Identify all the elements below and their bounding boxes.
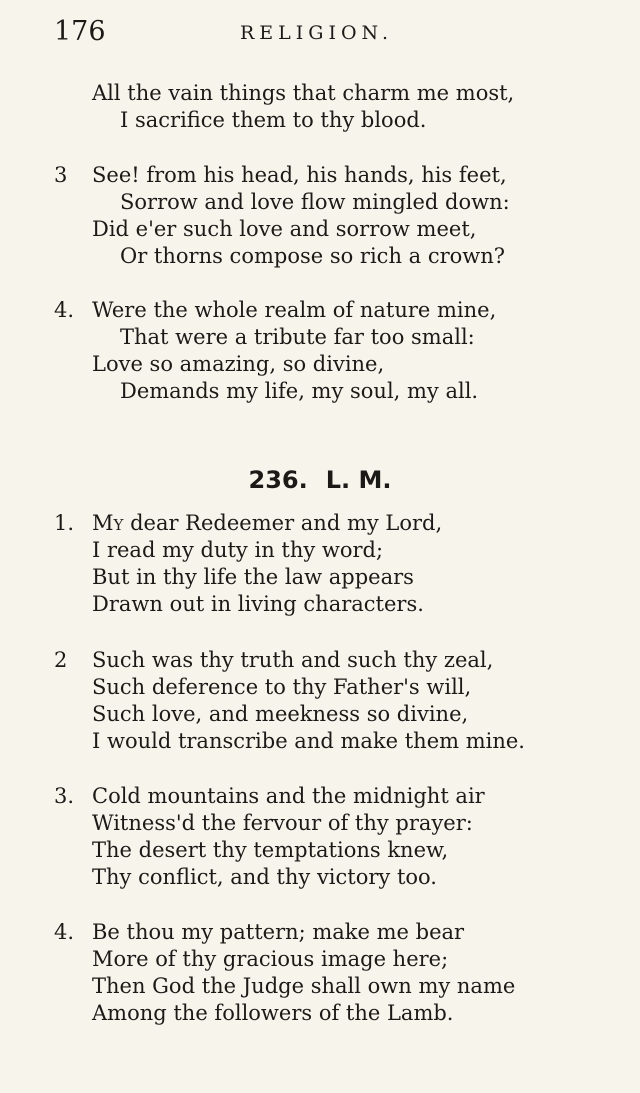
stanza-number: 3	[54, 163, 68, 187]
verse-line: 1. My dear Redeemer and my Lord,	[54, 511, 443, 535]
verse-line: Sorrow and love flow mingled down:	[120, 190, 510, 214]
stanza	[54, 919, 594, 1027]
stanza-number: 2	[54, 648, 68, 672]
hymn-meter: L. M.	[325, 466, 392, 494]
stanza	[54, 510, 594, 618]
stanza-number: 4.	[54, 920, 75, 944]
stanza-number: 1.	[54, 511, 75, 535]
verse-line: Did e'er such love and sorrow meet,	[92, 217, 477, 241]
verse-line: Drawn out in living characters.	[92, 592, 424, 616]
stanza	[54, 783, 594, 891]
verse-line: 4. Were the whole realm of nature mine,	[54, 298, 497, 322]
verse-line: Or thorns compose so rich a crown?	[120, 244, 506, 268]
stanza	[54, 162, 594, 270]
verse-line: More of thy gracious image here;	[92, 947, 449, 971]
verse-line: Such love, and meekness so divine,	[92, 702, 469, 726]
verse-line: The desert thy temptations knew,	[92, 838, 449, 862]
verse-line: Then God the Judge shall own my name	[92, 974, 516, 998]
verse-line: All the vain things that charm me most,	[92, 81, 515, 105]
stanza	[54, 297, 594, 405]
verse-line: Witness'd the fervour of thy prayer:	[92, 811, 473, 835]
verse-line: Among the followers of the Lamb.	[92, 1001, 454, 1025]
stanza-number: 3.	[54, 784, 75, 808]
verse-line: Thy conflict, and thy victory too.	[92, 865, 437, 889]
verse-line: But in thy life the law appears	[92, 565, 414, 589]
stanza	[54, 80, 594, 134]
verse-line: I read my duty in thy word;	[92, 538, 384, 562]
verse-line: 3 See! from his head, his hands, his feet,	[54, 163, 507, 187]
verse-line: That were a tribute far too small:	[120, 325, 475, 349]
page-number: 176	[54, 16, 106, 47]
verse-line: 3. Cold mountains and the midnight air	[54, 784, 485, 808]
verse-line: 2 Such was thy truth and such thy zeal,	[54, 648, 494, 672]
verse-line: I sacrifice them to thy blood.	[120, 108, 427, 132]
verse-line: Love so amazing, so divine,	[92, 352, 385, 376]
hymn-number: 236.	[248, 466, 308, 494]
verse-line: 4. Be thou my pattern; make me bear	[54, 920, 465, 944]
verse-line: Such deference to thy Father's will,	[92, 675, 472, 699]
hymn-heading	[0, 463, 640, 497]
first-word-smallcaps: My	[92, 511, 124, 535]
verse-line: I would transcribe and make them mine.	[92, 729, 525, 753]
stanza	[54, 647, 594, 755]
page-header	[54, 14, 580, 54]
running-head: RELIGION.	[240, 22, 394, 44]
stanza-number: 4.	[54, 298, 75, 322]
verse-line: Demands my life, my soul, my all.	[120, 379, 479, 403]
